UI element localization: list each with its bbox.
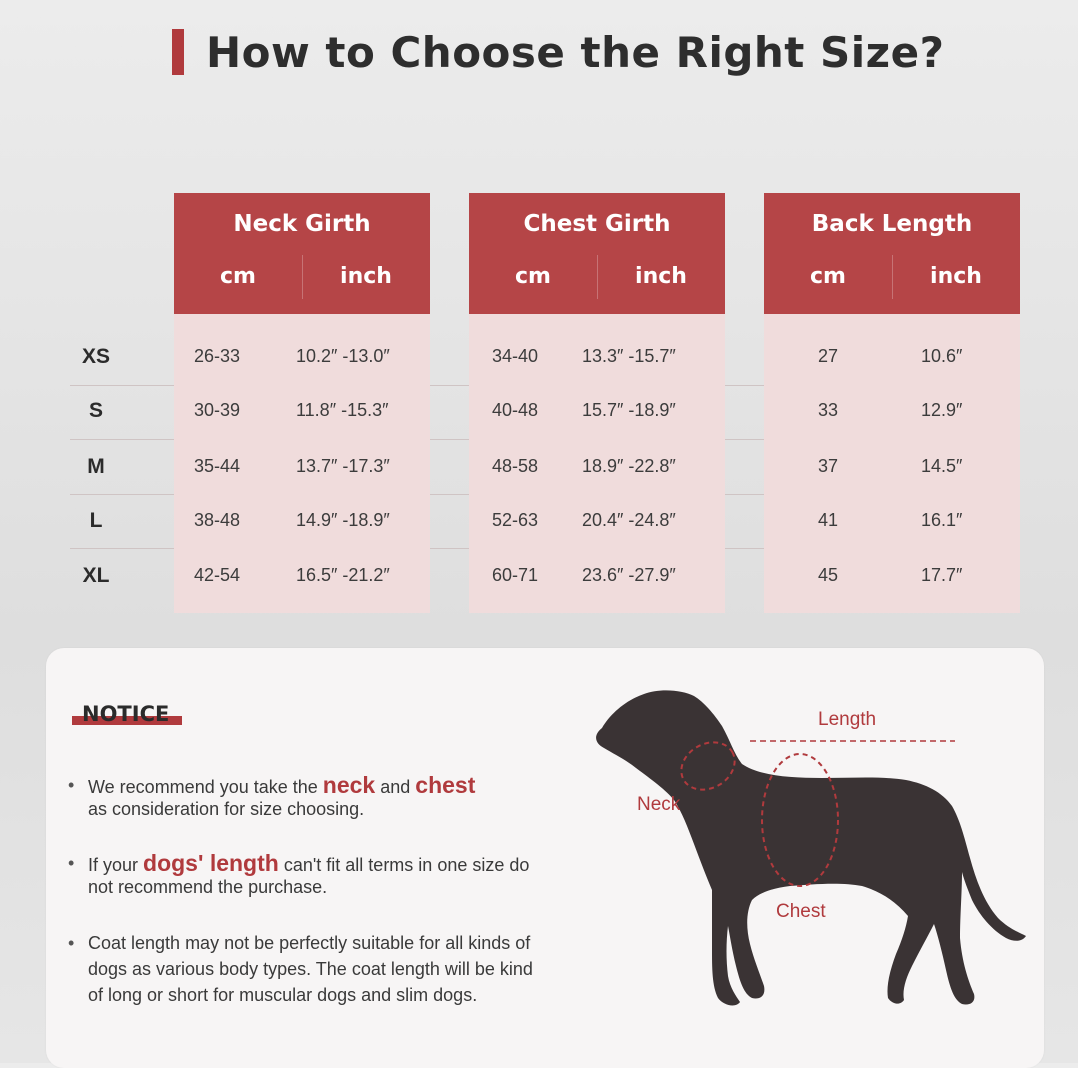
back-cm-cell: 33 (818, 400, 839, 420)
page-title: How to Choose the Right Size? (206, 27, 945, 77)
group-title: Chest Girth (523, 211, 671, 237)
unit-inch: inch (635, 264, 687, 289)
size-label: S (88, 399, 103, 422)
back-inch-cell: 16.1″ (921, 510, 963, 530)
back-inch-cell: 17.7″ (921, 565, 963, 585)
length-label: Length (818, 709, 877, 730)
chest-cm-cell: 52-63 (492, 510, 539, 530)
back-length-header (764, 193, 1020, 314)
neck-label: Neck (637, 794, 681, 815)
chest-label: Chest (776, 901, 826, 922)
neck-inch-cell: 16.5″ -21.2″ (296, 565, 390, 585)
chest-inch-cell: 20.4″ -24.8″ (582, 510, 676, 530)
chest-cm-cell: 60-71 (492, 565, 539, 585)
group-title: Neck Girth (233, 211, 371, 237)
neck-girth-header (174, 193, 430, 314)
unit-inch: inch (340, 264, 392, 289)
back-inch-cell: 10.6″ (921, 346, 963, 366)
neck-inch-cell: 11.8″ -15.3″ (296, 400, 389, 420)
neck-cm-cell: 30-39 (194, 400, 241, 420)
notice-title: NOTICE (82, 702, 170, 726)
back-cm-cell: 37 (818, 456, 839, 476)
title-accent-bar (172, 29, 184, 75)
neck-inch-cell: 13.7″ -17.3″ (296, 456, 390, 476)
back-inch-cell: 14.5″ (921, 456, 963, 476)
size-label: XS (81, 345, 110, 368)
back-length-column (764, 193, 1020, 613)
group-title: Back Length (811, 211, 973, 237)
neck-inch-cell: 10.2″ -13.0″ (296, 346, 390, 366)
page-title-block (172, 24, 944, 80)
chest-cm-cell: 40-48 (492, 400, 539, 420)
size-label: L (89, 509, 103, 532)
unit-cm: cm (515, 264, 551, 289)
chest-girth-header (469, 193, 725, 314)
notice-bullet-1: • We recommend you take the neck and chest as consideration for size choosing. (68, 772, 476, 819)
neck-cm-cell: 26-33 (194, 346, 241, 366)
notice-bullet-2: • If your dogs' length can't fit all terms in one size do not recommend the purchase. (68, 850, 530, 897)
dog-silhouette-icon (590, 680, 1030, 1020)
back-inch-cell: 12.9″ (921, 400, 963, 420)
chest-inch-cell: 15.7″ -18.9″ (582, 400, 676, 420)
chest-inch-cell: 23.6″ -27.9″ (582, 565, 676, 585)
back-cm-cell: 45 (818, 565, 839, 585)
neck-cm-cell: 38-48 (194, 510, 241, 530)
unit-cm: cm (220, 264, 256, 289)
size-label: M (87, 455, 105, 478)
chest-inch-cell: 13.3″ -15.7″ (582, 346, 676, 366)
chest-cm-cell: 48-58 (492, 456, 539, 476)
neck-inch-cell: 14.9″ -18.9″ (296, 510, 390, 530)
size-label: XL (82, 564, 110, 587)
chest-inch-cell: 18.9″ -22.8″ (582, 456, 676, 476)
unit-cm: cm (810, 264, 846, 289)
neck-cm-cell: 42-54 (194, 565, 241, 585)
back-cm-cell: 41 (818, 510, 839, 530)
chest-cm-cell: 34-40 (492, 346, 539, 366)
unit-inch: inch (930, 264, 982, 289)
back-length-body (764, 314, 1020, 613)
notice-bullet-3: • Coat length may not be perfectly suitable for all kinds of dogs as various body types. The coat length will be kind of long or short for muscular dogs and slim dogs. (68, 933, 533, 1005)
back-cm-cell: 27 (818, 346, 839, 366)
neck-cm-cell: 35-44 (194, 456, 241, 476)
